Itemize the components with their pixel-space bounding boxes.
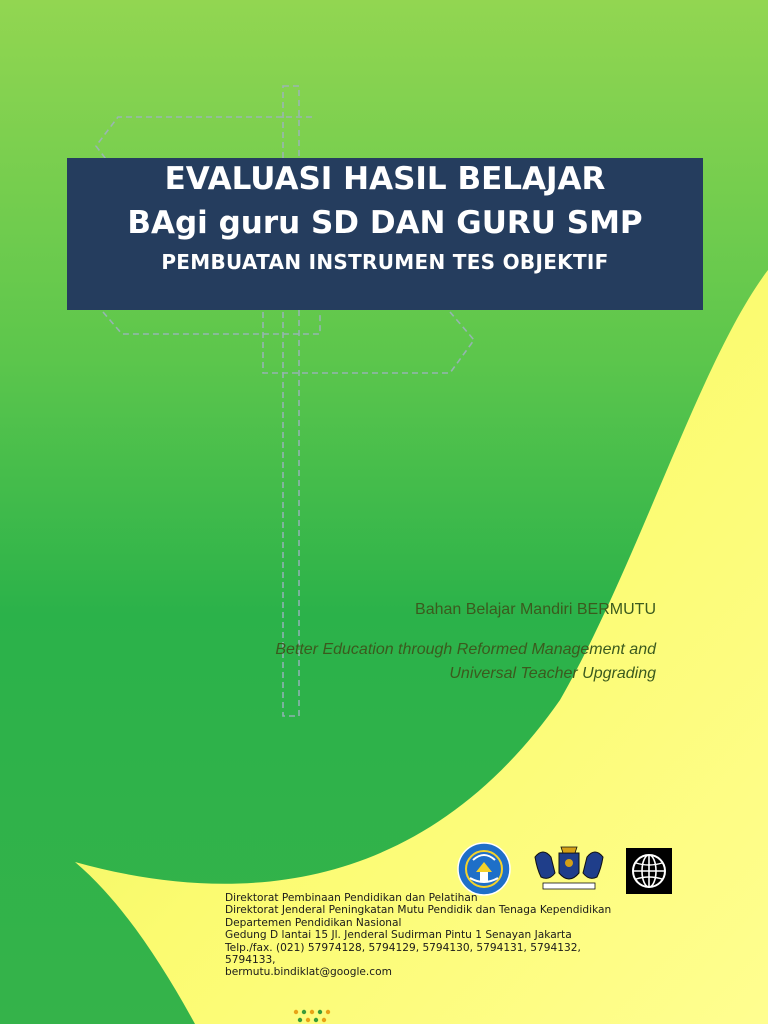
title-audience: BAgi guru SD DAN GURU SMP <box>127 205 643 241</box>
title-topic: PEMBUATAN INSTRUMEN TES OBJEKTIF <box>161 250 609 274</box>
program-name-line2: Universal Teacher Upgrading <box>449 665 656 682</box>
decorative-dots <box>292 1008 342 1024</box>
address-line: Departemen Pendidikan Nasional <box>225 916 402 929</box>
tut-wuri-handayani-logo <box>456 842 512 896</box>
address-line: Direktorat Pembinaan Pendidikan dan Pelatihan <box>225 892 478 904</box>
world-bank-logo <box>626 848 672 894</box>
address-line: Gedung D lantai 15 Jl. Jenderal Sudirman Pintu 1 Senayan Jakarta <box>225 929 572 942</box>
contact-email: bermutu.bindiklat@google.com <box>225 966 392 979</box>
publisher-address <box>225 892 665 979</box>
title-box <box>67 158 703 310</box>
address-line: 5794133, <box>225 954 276 967</box>
address-line: Telp./fax. (021) 57974128, 5794129, 5794130, 5794131, 5794132, <box>225 941 581 954</box>
address-line: Direktorat Jenderal Peningkatan Mutu Pendidik dan Tenaga Kependidikan <box>225 904 612 917</box>
netherlands-coat-of-arms-logo <box>531 843 607 895</box>
program-name-line1: Better Education through Reformed Management and <box>275 641 656 658</box>
title-main: EVALUASI HASIL BELAJAR <box>164 161 606 197</box>
program-name <box>176 638 656 686</box>
series-label: Bahan Belajar Mandiri BERMUTU <box>415 601 656 618</box>
